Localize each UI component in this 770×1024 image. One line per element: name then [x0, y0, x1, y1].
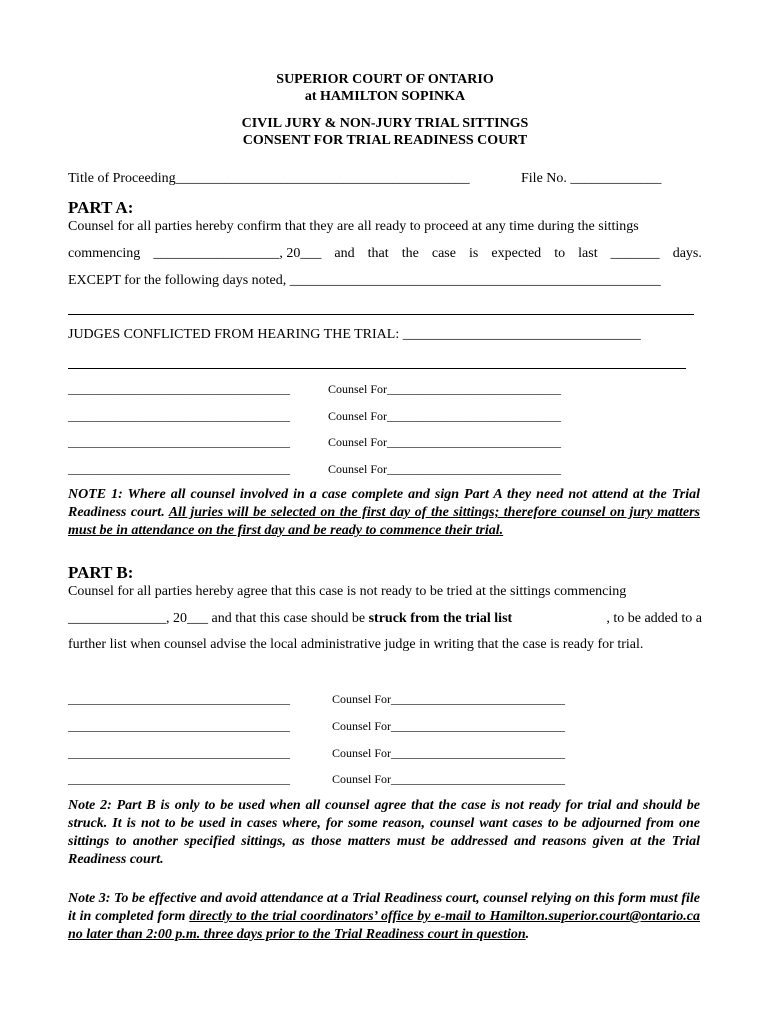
court-header	[0, 71, 770, 105]
days-field[interactable]: _______	[610, 246, 660, 261]
word: that	[367, 246, 389, 261]
word: is	[469, 246, 479, 261]
part-b-line2-lead	[68, 611, 512, 627]
part-a-line1: Counsel for all parties hereby confirm that they are all ready to proceed at any time during the sittings	[68, 219, 639, 234]
word: and	[334, 246, 355, 261]
word: the	[401, 246, 419, 261]
part-a-line2	[68, 246, 702, 262]
part-b-heading: PART B:	[68, 563, 134, 582]
note-3-underlined-text: directly to the trial coordinators’ office by e-mail to Hamilton.superior.court@ontario.ca no later than 2:00 p.m. three days prior to the Trial Readiness court in question	[68, 909, 700, 942]
struck-from-trial-list: struck from the trial list	[368, 611, 513, 626]
part-a-signature-1[interactable]: _____________________________________	[68, 382, 290, 396]
form-title: CONSENT FOR TRIAL READINESS COURT	[242, 133, 528, 148]
word: expected	[491, 246, 542, 261]
note-3-text: Note 3: To be effective and avoid attendance at a Trial Readiness court, counsel relying on this form must file it in completed form	[68, 891, 700, 924]
part-b-line2-tail: , to be added to a	[606, 611, 702, 626]
part-b-signature-1[interactable]: _____________________________________	[68, 692, 290, 706]
part-a-signature-2[interactable]: _____________________________________	[68, 409, 290, 423]
sittings-title: CIVIL JURY & NON-JURY TRIAL SITTINGS	[241, 116, 529, 131]
part-a-counsel-for-3[interactable]: Counsel For_____________________________	[328, 435, 562, 449]
word: last	[578, 246, 598, 261]
part-a-heading: PART A:	[68, 198, 134, 217]
part-b-counsel-for-2[interactable]: Counsel For_____________________________	[332, 719, 566, 733]
file-no-field[interactable]: File No. _____________	[521, 171, 662, 186]
part-b-line2	[68, 611, 702, 627]
note-3	[68, 890, 700, 944]
judges-continuation-line[interactable]	[68, 368, 686, 369]
part-b-signature-3[interactable]: _____________________________________	[68, 746, 290, 760]
part-b-signature-2[interactable]: _____________________________________	[68, 719, 290, 733]
word: to	[554, 246, 566, 261]
note-1-underlined-text: All juries will be selected on the first day of the sittings; therefore counsel on jury matters must be in attendance on the first day and be ready to commence their trial.	[68, 505, 701, 538]
word: case	[431, 246, 456, 261]
part-b-counsel-for-3[interactable]: Counsel For_____________________________	[332, 746, 566, 760]
court-location: at HAMILTON SOPINKA	[304, 89, 466, 104]
part-a-signature-3[interactable]: _____________________________________	[68, 435, 290, 449]
part-b-counsel-for-1[interactable]: Counsel For_____________________________	[332, 692, 566, 706]
part-a-counsel-for-1[interactable]: Counsel For_____________________________	[328, 382, 562, 396]
form-header	[0, 115, 770, 149]
word: days.	[672, 246, 702, 261]
note-1-text: NOTE 1: Where all counsel involved in a case complete and sign Part A they need not attend at the Trial Readiness court.	[68, 487, 700, 520]
commencing-date-field-b[interactable]: ______________, 20___ and that this case should be	[68, 611, 369, 626]
except-days-field[interactable]: EXCEPT for the following days noted, _____________________________________________________	[68, 273, 661, 288]
part-b-counsel-for-4[interactable]: Counsel For_____________________________	[332, 772, 566, 786]
part-a-counsel-for-4[interactable]: Counsel For_____________________________	[328, 462, 562, 476]
note-3-end: .	[525, 927, 530, 942]
part-b-line1: Counsel for all parties hereby agree that this case is not ready to be tried at the sittings commencing	[68, 584, 627, 599]
commencing-date-field[interactable]: __________________, 20___	[153, 246, 322, 261]
part-a-signature-4[interactable]: _____________________________________	[68, 462, 290, 476]
part-b-line3: further list when counsel advise the local administrative judge in writing that the case is ready for trial.	[68, 637, 644, 652]
except-days-continuation-line[interactable]	[68, 314, 694, 315]
judges-conflicted-field[interactable]: JUDGES CONFLICTED FROM HEARING THE TRIAL: __________________________________	[68, 327, 641, 342]
word: commencing	[68, 246, 141, 261]
note-1	[68, 486, 700, 540]
title-of-proceeding-field[interactable]: Title of Proceeding__________________________________________	[68, 171, 470, 186]
part-b-signature-4[interactable]: _____________________________________	[68, 772, 290, 786]
part-a-counsel-for-2[interactable]: Counsel For_____________________________	[328, 409, 562, 423]
note-2: Note 2: Part B is only to be used when all counsel agree that the case is not ready for trial and should be struck. It is not to be used in cases where, for some reason, counsel want cases to be adjourned from one sittings to another specified sittings, as those matters must be addressed and reasons given at the Trial Readiness court.	[68, 798, 700, 867]
court-name: SUPERIOR COURT OF ONTARIO	[276, 72, 494, 87]
